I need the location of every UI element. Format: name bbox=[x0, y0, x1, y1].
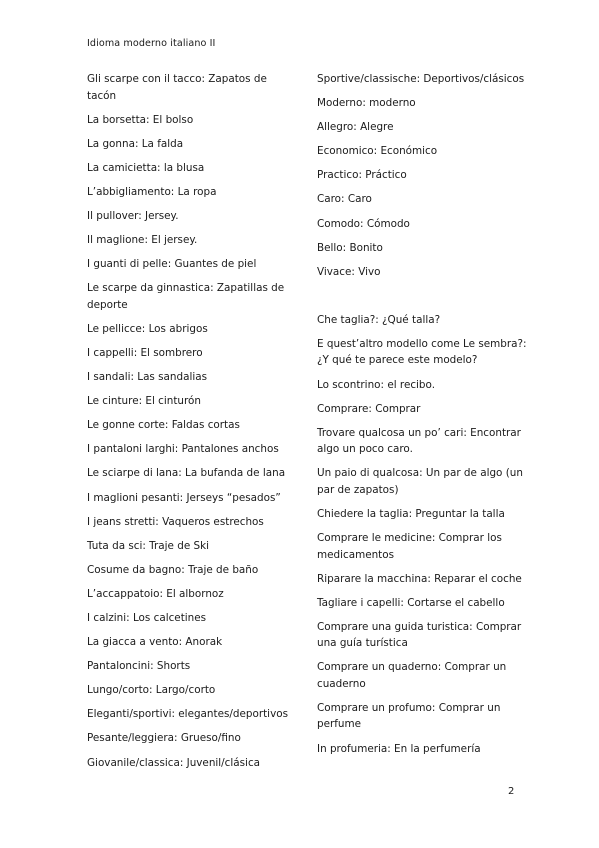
phrase-entry: Chiedere la taglia: Preguntar la talla bbox=[317, 507, 505, 520]
page-number: 2 bbox=[508, 786, 515, 797]
vocabulary-column-left bbox=[87, 71, 292, 779]
vocab-entry: Practico: Práctico bbox=[317, 169, 407, 182]
vocab-entry: Bello: Bonito bbox=[317, 241, 383, 254]
vocab-entry: Giovanile/classica: Juvenil/clásica bbox=[87, 756, 261, 769]
vocab-entry: Pantaloncini: Shorts bbox=[87, 660, 191, 673]
phrase-entry: In profumeria: En la perfumería bbox=[317, 742, 481, 755]
vocab-entry: Sportive/classische: Deportivos/clásicos bbox=[317, 73, 525, 85]
phrase-entry: Comprare le medicine: Comprar los medicamentos bbox=[317, 532, 502, 561]
vocab-entry: Eleganti/sportivi: elegantes/deportivos bbox=[87, 708, 288, 721]
phrase-entry: Comprare un quaderno: Comprar un cuaderno bbox=[317, 661, 507, 690]
vocab-entry: Le gonne corte: Faldas cortas bbox=[87, 419, 240, 432]
vocab-entry: Pesante/leggiera: Grueso/fino bbox=[87, 732, 241, 745]
vocab-entry: Le scarpe da ginnastica: Zapatillas de deporte bbox=[87, 282, 285, 311]
vocab-entry: I calzini: Los calcetines bbox=[87, 611, 207, 624]
vocab-entry: I jeans stretti: Vaqueros estrechos bbox=[87, 515, 264, 528]
phrase-entry: Comprare un profumo: Comprar un perfume bbox=[317, 701, 501, 731]
vocab-entry: I maglioni pesanti: Jerseys “pesados” bbox=[87, 491, 281, 504]
vocab-entry: Gli scarpe con il tacco: Zapatos de tacón bbox=[87, 73, 267, 102]
vocab-entry: I guanti di pelle: Guantes de piel bbox=[87, 258, 257, 271]
vocab-entry: Caro: Caro bbox=[317, 193, 372, 206]
vocab-entry: La gonna: La falda bbox=[87, 137, 184, 150]
vocab-entry: L’accappatoio: El albornoz bbox=[87, 587, 224, 600]
phrase-entry: Lo scontrino: el recibo. bbox=[317, 378, 436, 391]
vocabulary-column-right bbox=[317, 71, 527, 765]
vocab-entry: Cosume da bagno: Traje de baño bbox=[87, 563, 259, 576]
vocab-entry: I pantaloni larghi: Pantalones anchos bbox=[87, 443, 279, 456]
vocab-entry: La borsetta: El bolso bbox=[87, 113, 194, 126]
phrase-entry: Trovare qualcosa un po’ cari: Encontrar algo un poco caro. bbox=[317, 426, 521, 456]
vocab-entry: La giacca a vento: Anorak bbox=[87, 636, 223, 649]
phrase-entry: Comprare una guida turistica: Comprar una guía turística bbox=[317, 620, 522, 650]
phrase-entry: Riparare la macchina: Reparar el coche bbox=[317, 572, 522, 585]
vocab-entry: Il maglione: El jersey. bbox=[87, 234, 198, 247]
vocab-entry: Lungo/corto: Largo/corto bbox=[87, 684, 216, 697]
phrase-entry: Comprare: Comprar bbox=[317, 402, 421, 415]
vocab-entry: Le sciarpe di lana: La bufanda de lana bbox=[87, 467, 286, 480]
phrase-entry: E quest’altro modello come Le sembra?: ¿Y qué te parece este modelo? bbox=[317, 337, 527, 367]
vocab-entry: Moderno: moderno bbox=[317, 97, 416, 110]
phrase-entry: Un paio di qualcosa: Un par de algo (un par de zapatos) bbox=[317, 467, 523, 496]
phrase-entry: Tagliare i capelli: Cortarse el cabello bbox=[317, 596, 505, 609]
vocab-entry: Tuta da sci: Traje de Ski bbox=[87, 539, 210, 552]
vocab-entry: Economico: Económico bbox=[317, 145, 438, 158]
vocab-entry: Le pellicce: Los abrigos bbox=[87, 322, 208, 335]
vocab-entry: Vivace: Vivo bbox=[317, 265, 381, 278]
vocab-entry: Comodo: Cómodo bbox=[317, 217, 410, 230]
vocab-entry: I sandali: Las sandalias bbox=[87, 371, 208, 384]
section-spacer bbox=[317, 288, 527, 312]
page-header: Idioma moderno italiano II bbox=[87, 38, 216, 49]
vocab-entry: I cappelli: El sombrero bbox=[87, 346, 203, 359]
vocab-entry: Allegro: Alegre bbox=[317, 121, 394, 134]
vocab-entry: Le cinture: El cinturón bbox=[87, 395, 201, 408]
phrase-entry: Che taglia?: ¿Qué talla? bbox=[317, 313, 441, 326]
vocab-entry: Il pullover: Jersey. bbox=[87, 209, 179, 222]
vocab-entry: La camicietta: la blusa bbox=[87, 161, 205, 174]
vocab-entry: L’abbigliamento: La ropa bbox=[87, 185, 217, 198]
